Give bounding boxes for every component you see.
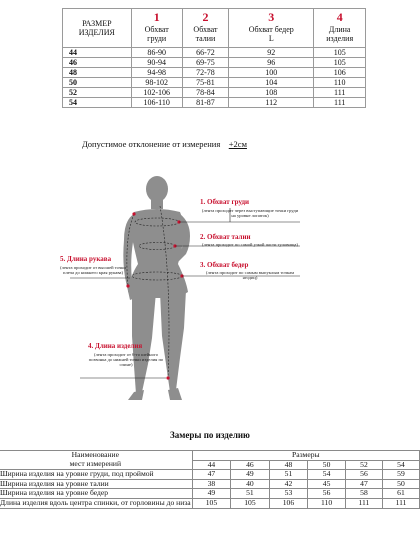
annotation-waist-note: (лента проходит по самой узкой части туловища) — [202, 242, 298, 247]
table-row: 46 90-94 69-75 96 105 — [63, 58, 366, 68]
annotation-hips-note: (лента проходит по самым выпуклым точкам ягодиц) — [205, 270, 295, 281]
tolerance-value: +2см — [228, 139, 247, 149]
garment-header-sizes: Размеры — [192, 451, 419, 461]
garment-table-title: Замеры по изделию — [170, 430, 250, 440]
col-num-4: 4 — [314, 9, 366, 26]
table-row: 48 94-98 72-78 100 106 — [63, 68, 366, 78]
table-row: 44 86-90 66-72 92 105 — [63, 48, 366, 58]
tolerance-note — [82, 139, 247, 149]
garment-sizes-row: 44 46 48 50 52 54 — [0, 460, 420, 470]
size-header-line1: РАЗМЕР — [82, 19, 112, 28]
col-num-1: 1 — [131, 9, 182, 26]
annotation-chest-note: (лента проходит через выступающие точки груди на уровне лопаток) — [201, 208, 299, 219]
col-num-2: 2 — [182, 9, 228, 26]
table-row: 50 98-102 75-81 104 110 — [63, 78, 366, 88]
table-row: Ширина изделия на уровне талии 38 40 42 45 47 50 — [0, 479, 420, 489]
col-num-3: 3 — [229, 9, 314, 26]
col-header-chest: Обхват груди — [131, 25, 182, 48]
tolerance-text: Допустимое отклонение от измерения — [82, 139, 221, 149]
size-table — [62, 8, 366, 108]
table-row: Ширина изделия на уровне бедер 49 51 53 56 58 61 — [0, 489, 420, 499]
annotation-length-title: 4. Длина изделия — [88, 342, 143, 350]
table-row: 52 102-106 78-84 108 111 — [63, 88, 366, 98]
garment-measurements-table — [0, 450, 420, 509]
annotation-sleeve-title: 5. Длина рукава — [60, 255, 112, 263]
annotation-length-note: (лента проходит от 6-го шейного позвонка до нижней точки изделия по спине) — [88, 352, 164, 368]
annotation-chest-title: 1. Обхват груди — [200, 198, 250, 206]
annotation-waist-title: 2. Обхват талии — [200, 233, 251, 241]
annotation-sleeve-note: (лента проходит от высшей точки плеча до нижнего края рукава) — [60, 265, 126, 276]
size-header-cell — [63, 9, 132, 48]
garment-header-label: Наименование мест измерений — [0, 451, 192, 470]
size-header-line2: ИЗДЕЛИЯ — [78, 28, 115, 37]
col-header-length: Длина изделия — [314, 25, 366, 48]
annotation-hips-title: 3. Обхват бедер — [200, 261, 249, 269]
table-row: Длина изделия вдоль центра спинки, от горловины до низа 105 105 106 110 111 111 — [0, 498, 420, 508]
col-header-waist: Обхват талии — [182, 25, 228, 48]
table-row: Ширина изделия на уровне груди, под проймой 47 49 51 54 56 59 — [0, 470, 420, 480]
col-header-hips: Обхват бедер L — [229, 25, 314, 48]
table-row: 54 106-110 81-87 112 111 — [63, 98, 366, 108]
